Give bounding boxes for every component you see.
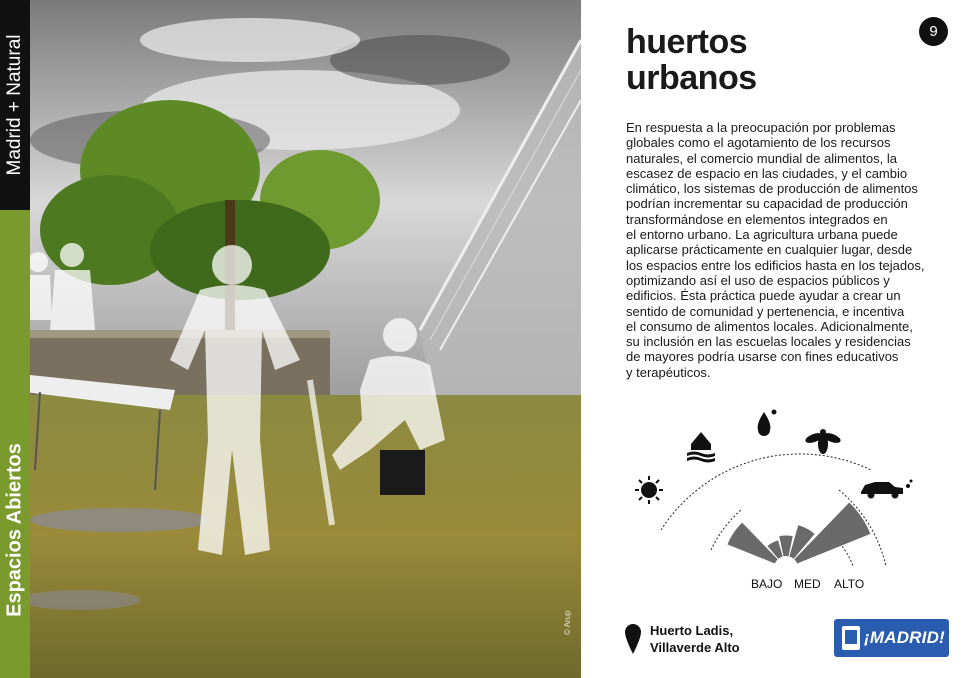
madrid-crest-icon [841,625,861,651]
scale-label-bajo: BAJO [751,577,783,591]
location-text [650,622,740,656]
sidebar-bottom-band [0,210,30,678]
page-number-badge: 9 [919,17,948,46]
page-title [626,24,757,96]
photo-credit: © Arup [563,610,572,635]
chart-bar-sun [727,523,777,564]
body-paragraph: En respuesta a la preocupación por problemas globales como el agotamiento de los recursos naturales, el comercio mundial de alimentos, la escasez de espacio en las ciudades, y el cambio climático, los sistemas de producción de alimentos podrían incrementar su capacidad de producción transformándose en elementos integrados en el entorno urbano. La agricultura urbana puede aplicarse prácticamente en cualquier lugar, desde los espacios entre los edificios hasta en los tejados, optimizando así el uso de espacios públicos y edificios. Ésta práctica puede ayudar a crear un sentido de comunidad y pertenencia, e incentiva el consumo de alimentos locales. Adicionalmente, su inclusión en las escuelas locales y residencias de mayores podría usarse con fines educativos y terapéuticos. [626,120,925,380]
madrid-logo-text: ¡MADRID! [864,628,945,647]
location-pin-icon [625,624,641,654]
car-icon [861,480,913,499]
water-drop-icon [758,410,777,437]
sidebar-category-label: Madrid + Natural [4,34,25,176]
scale-label-med: MED [794,577,821,591]
impact-radial-chart [621,400,961,600]
section-sidebar [0,0,30,678]
location-line-2: Villaverde Alto [650,640,740,655]
location-line-1: Huerto Ladis, [650,623,734,638]
sun-icon [635,476,663,504]
sidebar-section-label: Espacios Abiertos [3,443,26,617]
bee-icon [804,429,842,454]
scale-label-alto: ALTO [834,577,865,591]
flood-house-icon [687,432,715,463]
madrid-logo [834,619,949,657]
title-line-1: huertos [626,23,748,61]
text-panel [581,0,980,678]
sidebar-top-band [0,0,30,210]
title-line-2: urbanos [626,59,757,97]
chart-bars [727,503,870,564]
